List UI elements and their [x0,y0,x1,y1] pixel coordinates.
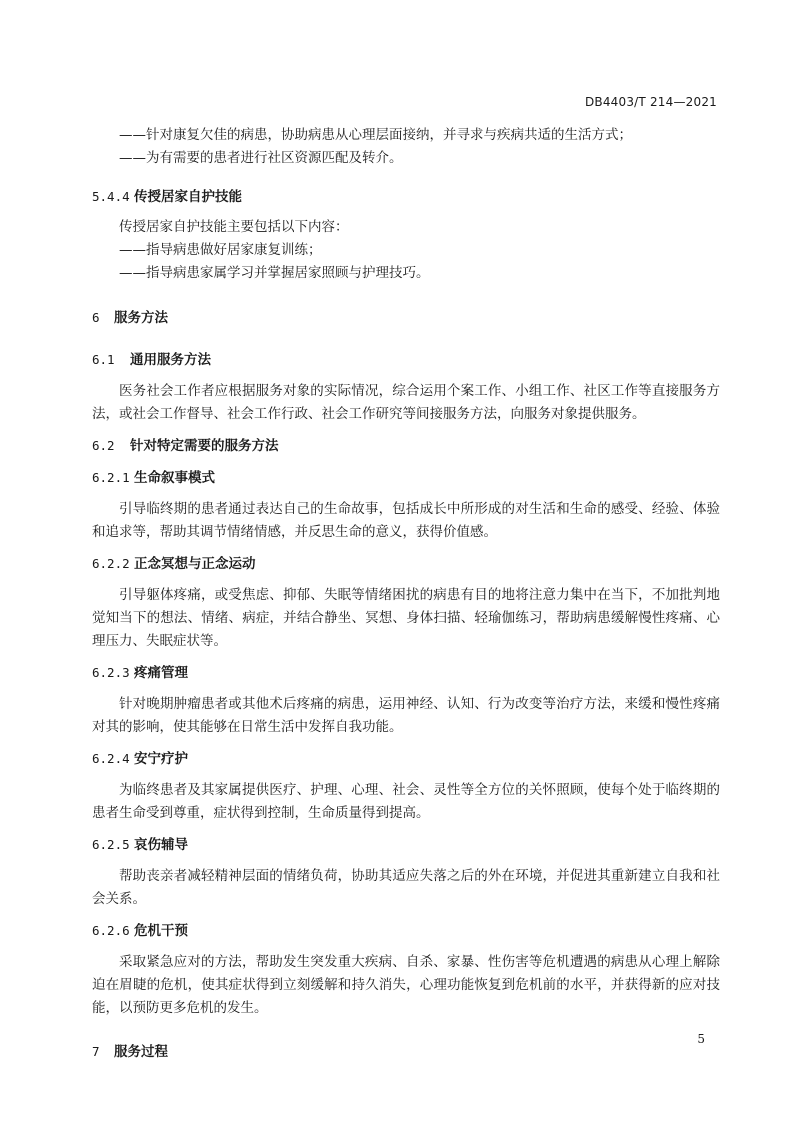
section-heading-6-1: 6.1 通用服务方法 [92,352,211,368]
section-heading-6-2-2: 6.2.2 正念冥想与正念运动 [92,556,256,572]
list-item: ——针对康复欠佳的病患，协助病患从心理层面接纳，并寻求与疾病共适的生活方式； [119,127,632,143]
section-heading-7: 7 服务过程 [92,1044,168,1060]
paragraph: 针对晚期肿瘤患者或其他术后疼痛的病患，运用神经、认知、行为改变等治疗方法，来缓和慢性疼痛对其的影响，使其能够在日常生活中发挥自我功能。 [92,696,720,735]
paragraph: 采取紧急应对的方法，帮助发生突发重大疾病、自杀、家暴、性伤害等危机遭遇的病患从心理上解除迫在眉睫的危机，使其症状得到立刻缓解和持久消失，心理功能恢复到危机前的水平，并获得新的应对技能，以预防更多危机的发生。 [92,954,720,1016]
section-heading-6-2-3: 6.2.3 疼痛管理 [92,665,188,681]
paragraph: 引导躯体疼痛，或受焦虑、抑郁、失眠等情绪困扰的病患有目的地将注意力集中在当下，不加批判地觉知当下的想法、情绪、病症，并结合静坐、冥想、身体扫描、轻瑜伽练习，帮助病患缓解慢性疼痛、心理压力、失眠症状等。 [92,587,720,649]
paragraph: 为临终患者及其家属提供医疗、护理、心理、社会、灵性等全方位的关怀照顾，使每个处于临终期的患者生命受到尊重，症状得到控制，生命质量得到提高。 [92,782,720,821]
section-heading-6-2-4: 6.2.4 安宁疗护 [92,751,188,767]
page-content [92,124,720,1064]
list-item: ——为有需要的患者进行社区资源匹配及转介。 [119,150,403,166]
paragraph: 医务社会工作者应根据服务对象的实际情况，综合运用个案工作、小组工作、社区工作等直接服务方法，或社会工作督导、社会工作行政、社会工作研究等间接服务方法，向服务对象提供服务。 [92,383,720,422]
page-number: 5 [697,1032,705,1046]
paragraph: 引导临终期的患者通过表达自己的生命故事，包括成长中所形成的对生活和生命的感受、经验、体验和追求等，帮助其调节情绪情感，并反思生命的意义，获得价值感。 [92,501,720,540]
section-heading-6-2: 6.2 针对特定需要的服务方法 [92,438,279,454]
section-heading-6-2-1: 6.2.1 生命叙事模式 [92,470,215,486]
list-item: ——指导病患做好居家康复训练； [119,242,322,258]
document-code: DB4403/T 214—2021 [584,95,717,109]
section-heading-6-2-6: 6.2.6 危机干预 [92,923,188,939]
section-heading-6-2-5: 6.2.5 哀伤辅导 [92,837,188,853]
paragraph: 帮助丧亲者减轻精神层面的情绪负荷，协助其适应失落之后的外在环境，并促进其重新建立自我和社会关系。 [92,868,720,907]
list-item: ——指导病患家属学习并掌握居家照顾与护理技巧。 [119,265,430,281]
section-heading-6: 6 服务方法 [92,310,168,326]
section-heading-5-4-4: 5.4.4 传授居家自护技能 [92,189,242,205]
paragraph: 传授居家自护技能主要包括以下内容： [119,219,349,235]
